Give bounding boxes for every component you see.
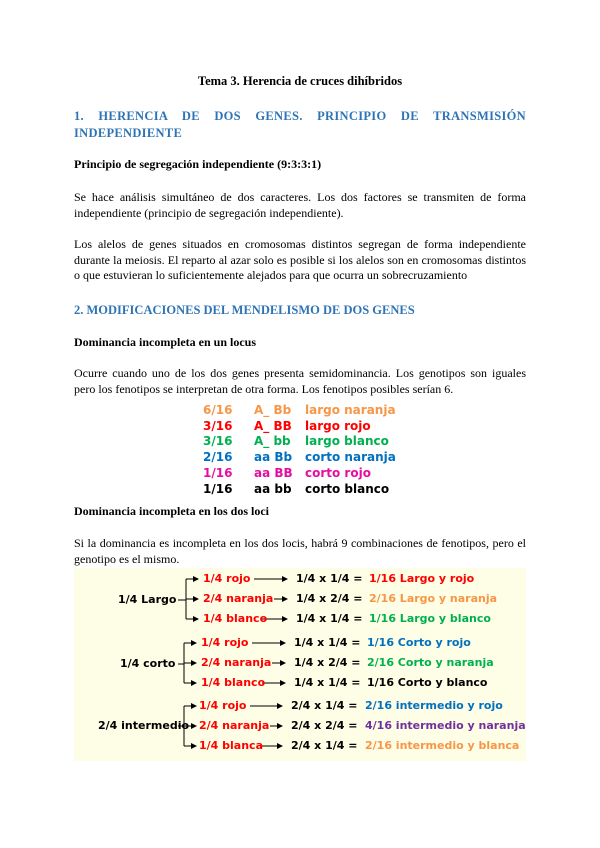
phenotype-label: largo blanco	[305, 434, 389, 449]
tree-calc: 1/4 x 1/4 =	[294, 676, 361, 689]
tree-calc: 1/4 x 1/4 =	[294, 636, 361, 649]
tree-group-label: 2/4 intermedio	[98, 719, 190, 732]
tree-branch: 1/4 rojo	[201, 636, 249, 649]
tree-calc: 1/4 x 1/4 =	[296, 572, 363, 585]
tree-group-label: 1/4 corto	[120, 657, 176, 670]
tree-result: 1/16 Corto y rojo	[367, 636, 471, 649]
phenotype-row	[203, 482, 396, 498]
tree-calc: 1/4 x 1/4 =	[296, 612, 363, 625]
phenotype-fraction: 1/16	[203, 465, 233, 480]
section2-subheading-2: Dominancia incompleta en los dos loci	[74, 504, 270, 518]
tree-result: 2/16 intermedio y rojo	[365, 699, 503, 712]
inheritance-tree	[74, 568, 526, 761]
tree-branch: 1/4 blanco	[203, 612, 268, 625]
tree-result: 2/16 Largo y naranja	[369, 592, 498, 605]
phenotype-row	[203, 450, 396, 466]
tree-branch: 1/4 blanca	[199, 739, 263, 752]
tree-result: 4/16 intermedio y naranja	[365, 719, 526, 732]
phenotype-genotype: A_ bb	[254, 434, 291, 449]
phenotype-genotype: aa Bb	[254, 450, 293, 465]
tree-result: 2/16 Corto y naranja	[367, 656, 494, 669]
document-title: Tema 3. Herencia de cruces dihíbridos	[197, 74, 403, 88]
tree-result: 1/16 Largo y rojo	[369, 572, 475, 585]
tree-calc: 1/4 x 2/4 =	[294, 656, 361, 669]
tree-result: 1/16 Corto y blanco	[367, 676, 488, 689]
phenotype-label: corto rojo	[305, 465, 371, 480]
section2-subheading-1: Dominancia incompleta en un locus	[74, 335, 257, 349]
section2-paragraph-1: Ocurre cuando uno de los dos genes presenta semidominancia. Los genotipos son iguales pero los fenotipos se interpretan de otra forma. Los fenotipos posibles serían 6.	[74, 366, 526, 396]
tree-group-label: 1/4 Largo	[118, 593, 177, 606]
phenotype-fraction: 2/16	[203, 450, 233, 465]
phenotype-row	[203, 466, 396, 482]
phenotype-fraction: 6/16	[203, 403, 233, 417]
phenotype-genotype: aa bb	[254, 481, 292, 496]
phenotype-genotype: A_ Bb	[254, 403, 292, 417]
section1-heading: 1. HERENCIA DE DOS GENES. PRINCIPIO DE TRANSMISIÓN INDEPENDIENTE	[74, 109, 526, 140]
tree-calc: 1/4 x 2/4 =	[296, 592, 363, 605]
phenotype-genotype: aa BB	[254, 465, 293, 480]
phenotype-row	[203, 434, 396, 450]
tree-branch: 2/4 naranja	[201, 656, 272, 669]
phenotype-row	[203, 419, 396, 435]
phenotype-label: largo naranja	[305, 403, 396, 417]
phenotype-label: corto naranja	[305, 450, 396, 465]
tree-calc: 2/4 x 1/4 =	[291, 699, 358, 712]
section2-paragraph-2: Si la dominancia es incompleta en los dos locis, habrá 9 combinaciones de fenotipos, pero el genotipo es el mismo.	[74, 536, 526, 566]
section1-subheading: Principio de segregación independiente (9:3:3:1)	[74, 157, 322, 171]
phenotype-fraction: 1/16	[203, 481, 233, 496]
phenotype-fraction: 3/16	[203, 434, 233, 449]
tree-branch: 1/4 rojo	[203, 572, 251, 585]
tree-result: 2/16 intermedio y blanca	[365, 739, 520, 752]
phenotype-list	[203, 403, 396, 497]
tree-calc: 2/4 x 2/4 =	[291, 719, 358, 732]
phenotype-label: corto blanco	[305, 481, 390, 496]
tree-result: 1/16 Largo y blanco	[369, 612, 491, 625]
section2-heading: 2. MODIFICACIONES DEL MENDELISMO DE DOS GENES	[74, 303, 415, 317]
tree-branch: 2/4 naranja	[203, 592, 274, 605]
tree-branch: 2/4 naranja	[199, 719, 270, 732]
section1-paragraph-2: Los alelos de genes situados en cromosomas distintos segregan de forma independiente durante la meiosis. El reparto al azar solo es posible si los alelos son en cromosomas distintos o que estuvieran lo suficientemente alejados para que ocurra un sobrecruzamiento	[74, 237, 526, 282]
phenotype-fraction: 3/16	[203, 418, 233, 433]
section1-paragraph-1: Se hace análisis simultáneo de dos caracteres. Los dos factores se transmiten de forma independiente (principio de segregación independiente).	[74, 190, 526, 220]
tree-branch: 1/4 rojo	[199, 699, 247, 712]
phenotype-label: largo rojo	[305, 418, 371, 433]
tree-branch: 1/4 blanco	[201, 676, 266, 689]
phenotype-genotype: A_ BB	[254, 418, 292, 433]
tree-calc: 2/4 x 1/4 =	[291, 739, 358, 752]
phenotype-row	[203, 403, 396, 419]
